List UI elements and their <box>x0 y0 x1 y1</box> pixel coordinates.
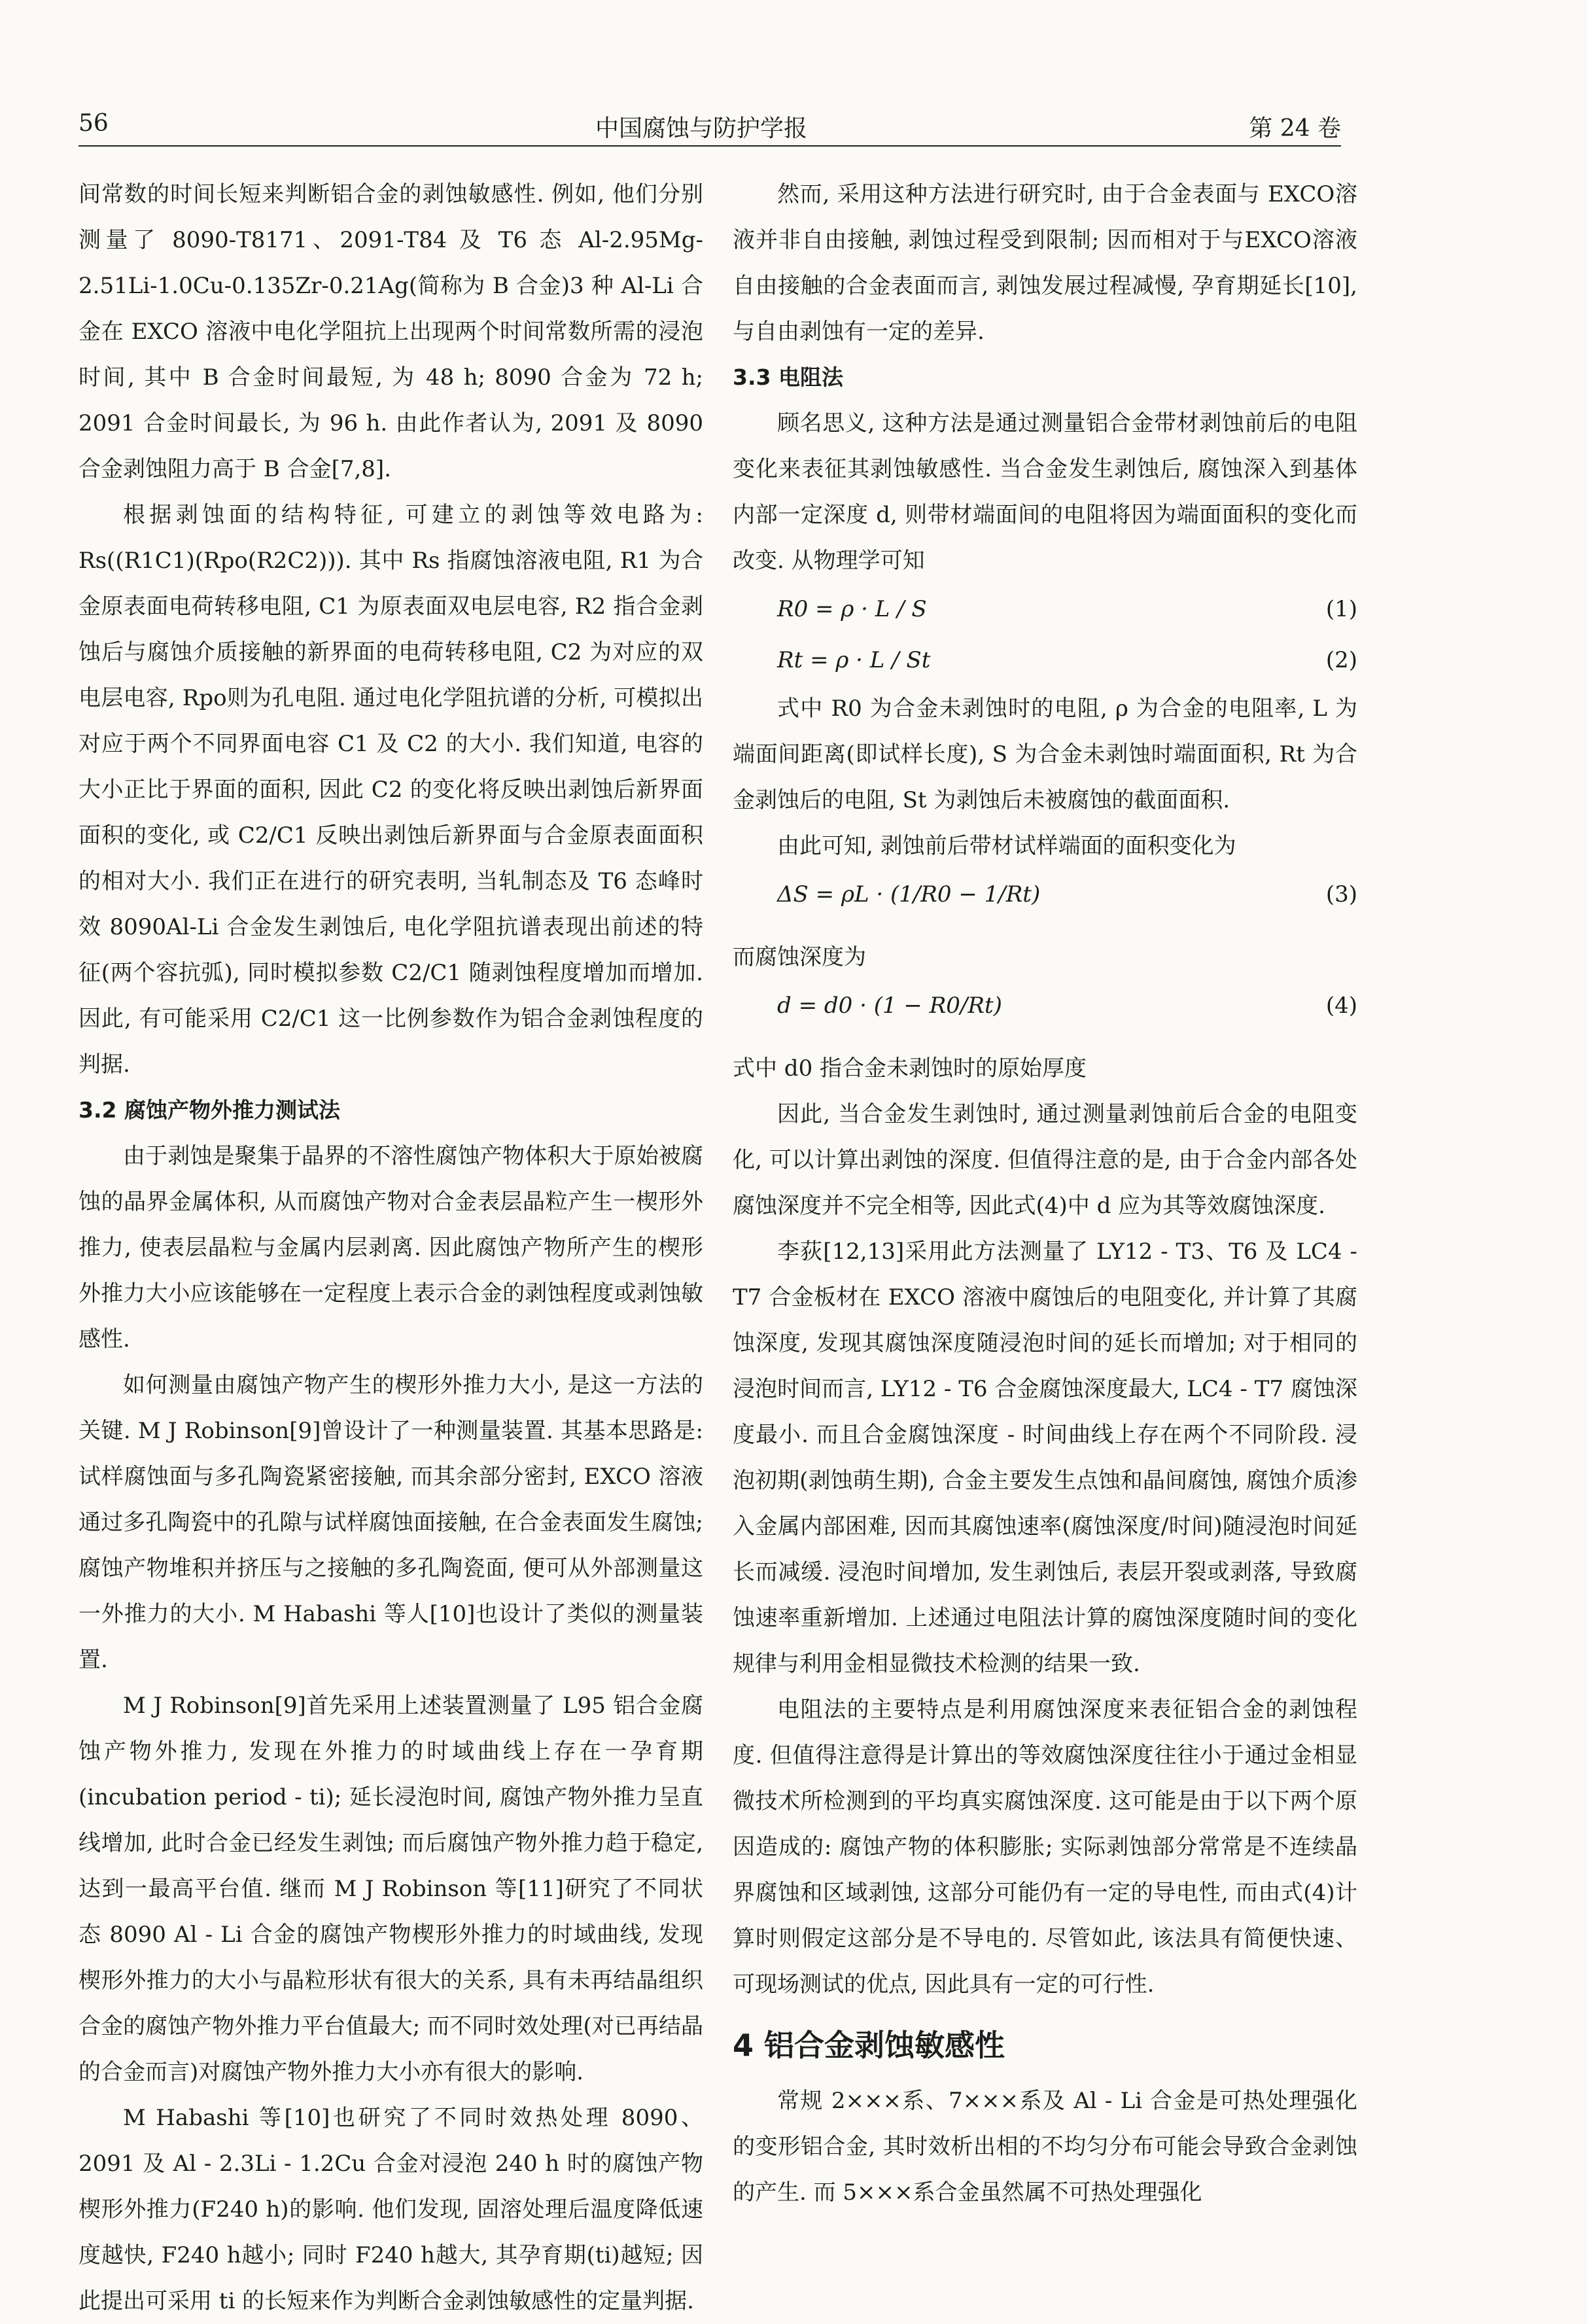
equation-1 <box>733 584 1357 635</box>
volume-label: 第 24 卷 <box>1249 115 1341 142</box>
equation-4 <box>733 980 1357 1046</box>
equation-2 <box>733 635 1357 686</box>
paragraph: 电阻法的主要特点是利用腐蚀深度来表征铝合金的剥蚀程度. 但值得注意得是计算出的等效腐蚀深度往往小于通过金相显微技术所检测到的平均真实腐蚀深度. 这可能是由于以下两个原因造成的: 腐蚀产物的体积膨胀; 实际剥蚀部分常常是不连续晶界腐蚀和区域剥蚀, 这部分可能仍有一定的导电性, 而由式(4)计算时则假定这部分是不导电的. 尽管如此, 该法具有简便快速、可现场测试的优点, 因此具有一定的可行性. <box>733 1697 1357 1998</box>
equation-body: Rt = ρ · L / St <box>777 647 931 673</box>
equation-3 <box>733 869 1357 934</box>
equation-body: d = d0 · (1 − R0/Rt) <box>777 993 1002 1019</box>
paragraph: M Habashi 等[10]也研究了不同时效热处理 8090、2091 及 Al - 2.3Li - 1.2Cu 合金对浸泡 240 h 时的腐蚀产物楔形外推力(F240 h)的影响. 他们发现, 固溶处理后温度降低速度越快, F240 h越小; 同时 F240 h越大, 其孕育期(ti)越短; 因此提出可采用 ti 的长短来作为判断合金剥蚀敏感性的定量判据. <box>78 2105 703 2314</box>
paragraph: 间常数的时间长短来判断铝合金的剥蚀敏感性. 例如, 他们分别测量了 8090-T8171、2091-T84 及 T6 态 Al-2.95Mg-2.51Li-1.0Cu-0.135Zr-0.21Ag(简称为 B 合金)3 种 Al-Li 合金在 EXCO 溶液中电化学阻抗上出现两个时间常数所需的浸泡时间, 其中 B 合金时间最短, 为 48 h; 8090 合金为 72 h; 2091 合金时间最长, 为 96 h. 由此作者认为, 2091 及 8090 合金剥蚀阻力高于 B 合金[7,8]. <box>78 181 703 482</box>
header-rule <box>78 145 1341 147</box>
paragraph: 如何测量由腐蚀产物产生的楔形外推力大小, 是这一方法的关键. M J Robinson[9]曾设计了一种测量装置. 其基本思路是: 试样腐蚀面与多孔陶瓷紧密接触, 而其余部分密封, EXCO 溶液通过多孔陶瓷中的孔隙与试样腐蚀面接触, 在合金表面发生腐蚀; 腐蚀产物堆积并挤压与之接触的多孔陶瓷面, 便可从外部测量这一外推力的大小. M Habashi 等人[10]也设计了类似的测量装置. <box>78 1372 703 1673</box>
paragraph: 李荻[12,13]采用此方法测量了 LY12 - T3、T6 及 LC4 - T7 合金板材在 EXCO 溶液中腐蚀后的电阻变化, 并计算了其腐蚀深度, 发现其腐蚀深度随浸泡时间的延长而增加; 对于相同的浸泡时间而言, LY12 - T6 合金腐蚀深度最大, LC4 - T7 腐蚀深度最小. 而且合金腐蚀深度 - 时间曲线上存在两个不同阶段. 浸泡初期(剥蚀萌生期), 合金主要发生点蚀和晶间腐蚀, 腐蚀介质渗入金属内部困难, 因而其腐蚀速率(腐蚀深度/时间)随浸泡时间延长而减缓. 浸泡时间增加, 发生剥蚀后, 表层开裂或剥落, 导致腐蚀速率重新增加. 上述通过电阻法计算的腐蚀深度随时间的变化规律与利用金相显微技术检测的结果一致. <box>733 1239 1357 1677</box>
right-column <box>733 171 1357 2215</box>
equation-body: ΔS = ρL · (1/R0 − 1/Rt) <box>777 881 1041 907</box>
running-header <box>78 110 1341 149</box>
equation-number: (2) <box>1325 647 1357 673</box>
equation-number: (1) <box>1325 596 1357 622</box>
equation-number: (4) <box>1325 993 1357 1019</box>
page-number: 56 <box>78 110 109 137</box>
left-column <box>78 171 703 2324</box>
section-heading-3-2: 3.2 腐蚀产物外推力测试法 <box>78 1097 340 1123</box>
paragraph: 而腐蚀深度为 <box>733 944 866 970</box>
paragraph: 式中 R0 为合金未剥蚀时的电阻, ρ 为合金的电阻率, L 为端面间距离(即试样长度), S 为合金未剥蚀时端面面积, Rt 为合金剥蚀后的电阻, St 为剥蚀后未被腐蚀的截面面积. <box>733 695 1357 813</box>
equation-number: (3) <box>1325 881 1357 907</box>
paragraph: 由此可知, 剥蚀前后带材试样端面的面积变化为 <box>777 833 1236 859</box>
paragraph: 常规 2×××系、7×××系及 Al - Li 合金是可热处理强化的变形铝合金, 其时效析出相的不均匀分布可能会导致合金剥蚀的产生. 而 5×××系合金虽然属不可热处理强化 <box>733 2088 1357 2206</box>
equation-body: R0 = ρ · L / S <box>777 596 927 622</box>
paragraph: 由于剥蚀是聚集于晶界的不溶性腐蚀产物体积大于原始被腐蚀的晶界金属体积, 从而腐蚀产物对合金表层晶粒产生一楔形外推力, 使表层晶粒与金属内层剥离. 因此腐蚀产物所产生的楔形外推力大小应该能够在一定程度上表示合金的剥蚀程度或剥蚀敏感性. <box>78 1143 703 1352</box>
paragraph: 然而, 采用这种方法进行研究时, 由于合金表面与 EXCO溶液并非自由接触, 剥蚀过程受到限制; 因而相对于与EXCO溶液自由接触的合金表面而言, 剥蚀发展过程减慢, 孕育期延长[10], 与自由剥蚀有一定的差异. <box>733 181 1357 345</box>
paragraph: 根据剥蚀面的结构特征, 可建立的剥蚀等效电路为: Rs((R1C1)(Rpo(R2C2))). 其中 Rs 指腐蚀溶液电阻, R1 为合金原表面电荷转移电阻, C1 为原表面双电层电容, R2 指合金剥蚀后与腐蚀介质接触的新界面的电荷转移电阻, C2 为对应的双电层电容, Rpo则为孔电阻. 通过电化学阻抗谱的分析, 可模拟出对应于两个不同界面电容 C1 及 C2 的大小. 我们知道, 电容的大小正比于界面的面积, 因此 C2 的变化将反映出剥蚀后新界面面积的变化, 或 C2/C1 反映出剥蚀后新界面与合金原表面面积的相对大小. 我们正在进行的研究表明, 当轧制态及 T6 态峰时效 8090Al-Li 合金发生剥蚀后, 电化学阻抗谱表现出前述的特征(两个容抗弧), 同时模拟参数 C2/C1 随剥蚀程度增加而增加. 因此, 有可能采用 C2/C1 这一比例参数作为铝合金剥蚀程度的判据. <box>78 502 703 1078</box>
section-heading-4: 4 铝合金剥蚀敏感性 <box>733 2028 1005 2063</box>
paragraph: M J Robinson[9]首先采用上述装置测量了 L95 铝合金腐蚀产物外推力, 发现在外推力的时域曲线上存在一孕育期(incubation period - ti); 延长浸泡时间, 腐蚀产物外推力呈直线增加, 此时合金已经发生剥蚀; 而后腐蚀产物外推力趋于稳定, 达到一最高平台值. 继而 M J Robinson 等[11]研究了不同状态 8090 Al - Li 合金的腐蚀产物楔形外推力的时域曲线, 发现楔形外推力的大小与晶粒形状有很大的关系, 具有未再结晶组织合金的腐蚀产物外推力平台值最大; 而不同时效处理(对已再结晶的合金而言)对腐蚀产物外推力大小亦有很大的影响. <box>78 1693 703 2085</box>
section-heading-3-3: 3.3 电阻法 <box>733 364 843 390</box>
paragraph: 因此, 当合金发生剥蚀时, 通过测量剥蚀前后合金的电阻变化, 可以计算出剥蚀的深度. 但值得注意的是, 由于合金内部各处腐蚀深度并不完全相等, 因此式(4)中 d 应为其等效腐蚀深度. <box>733 1101 1357 1219</box>
journal-title: 中国腐蚀与防护学报 <box>595 115 808 142</box>
paragraph: 顾名思义, 这种方法是通过测量铝合金带材剥蚀前后的电阻变化来表征其剥蚀敏感性. 当合金发生剥蚀后, 腐蚀深入到基体内部一定深度 d, 则带材端面间的电阻将因为端面面积的变化而改变. 从物理学可知 <box>733 410 1357 574</box>
paragraph: 式中 d0 指合金未剥蚀时的原始厚度 <box>733 1055 1087 1082</box>
